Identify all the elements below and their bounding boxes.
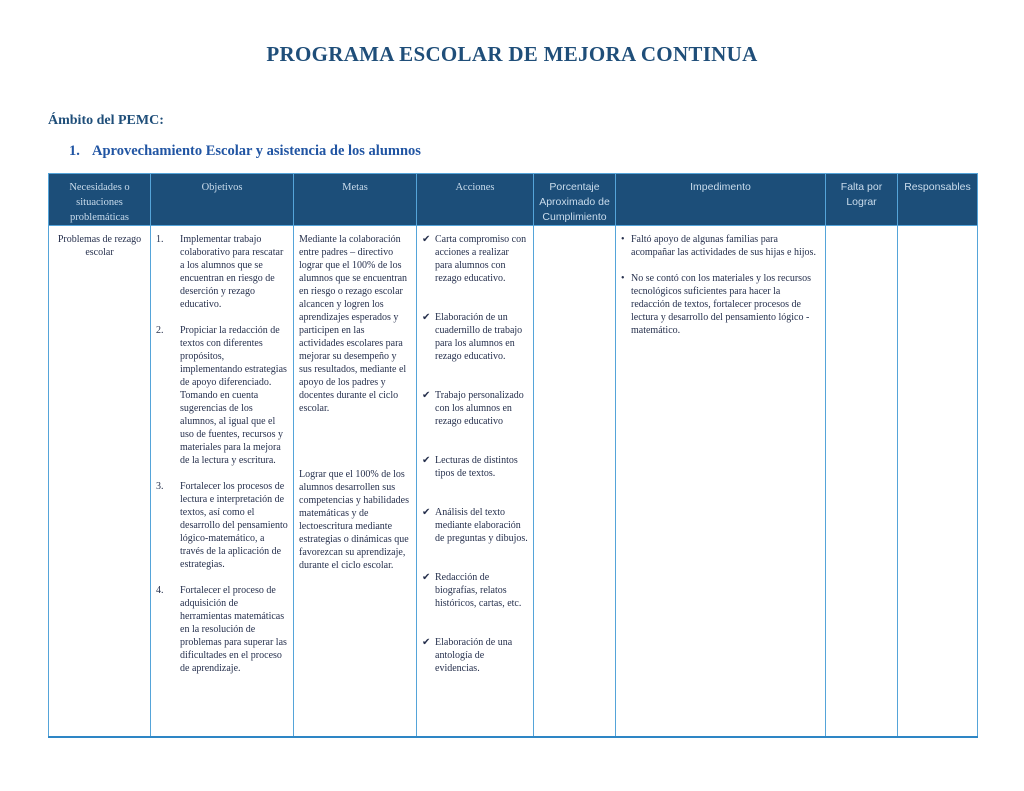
accion-item (422, 506, 528, 545)
accion-text: Trabajo personalizado con los alumnos en rezago educativo (435, 390, 524, 427)
cell-falta-por-lograr (826, 226, 898, 737)
header-row (49, 174, 978, 226)
cell-metas (294, 226, 417, 737)
impedimento-text: No se contó con los materiales y los recursos tecnológicos suficientes para hacer la redacción de textos, fortalecer procesos de lectura y desarrollo del pensamiento lógico - matemático. (631, 273, 811, 336)
accion-text: Análisis del texto mediante elaboración de preguntas y dibujos. (435, 507, 528, 544)
accion-item (422, 571, 528, 610)
impedimento-item (621, 272, 820, 337)
cell-acciones (417, 226, 534, 737)
list-item-title: Aprovechamiento Escolar y asistencia de los alumnos (92, 143, 421, 159)
check-icon: ✔ (422, 390, 431, 401)
accion-text: Elaboración de un cuadernillo de trabajo para los alumnos en rezago educativo. (435, 312, 523, 362)
objetivo-text: Implementar trabajo colaborativo para rescatar a los alumnos que se encuentran en riesgo de deserción y rezago educativo. (180, 234, 284, 310)
objetivo-number: 4. (156, 585, 164, 596)
objetivo-number: 3. (156, 481, 164, 492)
ambito-heading: Ámbito del PEMC: (48, 113, 164, 128)
accion-text: Carta compromiso con acciones a realizar para alumnos con rezago educativo. (435, 234, 527, 284)
col-header-impedimento: Impedimento (616, 174, 826, 226)
objetivo-text: Fortalecer los procesos de lectura e interpretación de textos, así como el desarrollo del pensamiento lógico-matemático, a través de la aplicación de estrategias. (180, 481, 288, 570)
col-header-metas: Metas (294, 174, 417, 226)
col-header-acciones: Acciones (417, 174, 534, 226)
accion-item (422, 233, 528, 285)
accion-text: Redacción de biografías, relatos históricos, cartas, etc. (435, 572, 522, 609)
check-icon: ✔ (422, 637, 431, 648)
page-title: PROGRAMA ESCOLAR DE MEJORA CONTINUA (266, 42, 758, 66)
cell-porcentaje (534, 226, 616, 737)
cell-impedimento (616, 226, 826, 737)
accion-item (422, 636, 528, 675)
table-row (49, 226, 978, 737)
objetivo-item (156, 324, 288, 467)
objetivo-item (156, 584, 288, 675)
col-header-porcentaje: Porcentaje Aproximado de Cumplimiento (534, 174, 616, 226)
objetivo-number: 1. (156, 234, 164, 245)
col-header-objetivos: Objetivos (151, 174, 294, 226)
col-header-falta-por-lograr: Falta por Lograr (826, 174, 898, 226)
cell-necesidades (49, 226, 151, 737)
check-icon: ✔ (422, 572, 431, 583)
list-item-heading (69, 143, 1024, 160)
pemc-table (48, 173, 978, 738)
objetivo-item (156, 233, 288, 311)
impedimento-item (621, 233, 820, 259)
objetivo-text: Propiciar la redacción de textos con diferentes propósitos, implementando estrategias de apoyo diferenciado. Tomando en cuenta sugerencias de los alumnos, al igual que el uso de fuentes, recursos y materiales para la mejora de la lectura y escritura. (180, 325, 287, 466)
meta-paragraph: Lograr que el 100% de los alumnos desarrollen sus competencias y habilidades matemáticas y de lectoescritura mediante estrategias o dinámicas que favorezcan su aprendizaje, durante el ciclo escolar. (299, 469, 409, 571)
col-header-responsables: Responsables (898, 174, 978, 226)
check-icon: ✔ (422, 234, 431, 245)
accion-item (422, 389, 528, 428)
accion-item (422, 311, 528, 363)
check-icon: ✔ (422, 312, 431, 323)
objetivo-number: 2. (156, 325, 164, 336)
list-item-number: 1. (69, 143, 80, 159)
cell-objetivos (151, 226, 294, 737)
check-icon: ✔ (422, 455, 431, 466)
impedimento-text: Faltó apoyo de algunas familias para acompañar las actividades de sus hijas e hijos. (631, 234, 816, 258)
col-header-necesidades: Necesidades o situaciones problemáticas (49, 174, 151, 226)
accion-text: Lecturas de distintos tipos de textos. (435, 455, 518, 479)
necesidades-text: Problemas de rezago escolar (57, 234, 142, 258)
bullet-icon: • (621, 234, 625, 245)
bullet-icon: • (621, 273, 625, 284)
check-icon: ✔ (422, 507, 431, 518)
meta-paragraph: Mediante la colaboración entre padres – directivo lograr que el 100% de los alumnos que se encuentran en riesgo o rezago escolar alcancen y logren los aprendizajes esperados y participen en las actividades escolares para mejorar su desempeño y sus resultados, mediante el apoyo de los padres y docentes durante el ciclo escolar. (299, 234, 408, 414)
accion-item (422, 454, 528, 480)
objetivo-item (156, 480, 288, 571)
objetivo-text: Fortalecer el proceso de adquisición de herramientas matemáticas en la resolución de problemas para superar las dificultades en el proceso de aprendizaje. (180, 585, 287, 674)
accion-text: Elaboración de una antología de evidencias. (435, 637, 513, 674)
cell-responsables (898, 226, 978, 737)
